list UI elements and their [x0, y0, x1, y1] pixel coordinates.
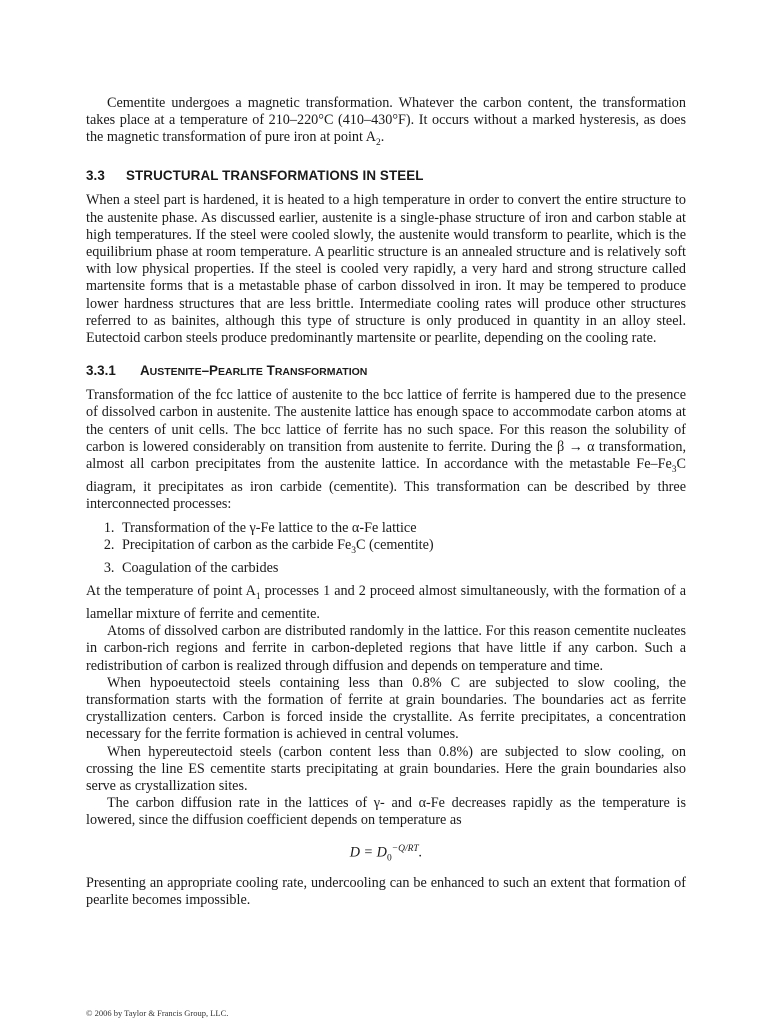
subsection-number: 3.3.1: [86, 363, 116, 379]
section-number: 3.3: [86, 168, 105, 184]
list-item: 1. Transformation of the γ-Fe lattice to the α-Fe lattice: [118, 520, 686, 537]
section-heading: [86, 168, 686, 183]
list-item: 3. Coagulation of the carbides: [118, 560, 686, 577]
intro-paragraph: Cementite undergoes a magnetic transformation. Whatever the carbon content, the transformation takes place at a temperature of 210–220°C (410–430°F). It occurs without a marked hysteresis, as does the magnetic transformation of pure iron at point $A_2$.: [86, 95, 686, 149]
diffusion-equation: $D = D_0^{-Q/RT}$.: [349, 843, 423, 864]
section-paragraph: When a steel part is hardened, it is heated to a high temperature in order to convert the entire structure to the austenite phase. As discussed earlier, austenite is a single-phase structure of iron and carbon stable at high temperatures. If the steel were cooled slowly, the austenite would transform to pearlite, which is the equilibrium phase at room temperature. A pearlitic structure is an annealed structure and is relatively soft with low physical properties. If the steel is cooled very rapidly, a very hard and strong structure called martensite forms that is a metastable phase of carbon dissolved in iron. It may be tempered to produce lower hardness structures that are less brittle. Intermediate cooling rates will produce other structures referred to as bainites, although this type of structure is only produced in quantity in an alloy steel. Eutectoid carbon steels produce predominantly martensite or pearlite, depending on the cooling rate.: [86, 192, 686, 347]
subsection-paragraph-1: Transformation of the fcc lattice of austenite to the bcc lattice of ferrite is hampered due to the presence of dissolved carbon in austenite. The austenite lattice has enough space to accommodate carbon atoms at the centers of unit cells. The bcc lattice of ferrite has no such space. For this reason the solubility of carbon is lowered considerably on transition from austenite to ferrite. During the β → α transformation, almost all carbon precipitates from the austenite lattice. In accordance with the metastable $Fe-Fe_3C$ diagram, it precipitates as iron carbide (cementite). This transformation can be described by three interconnected processes:: [86, 387, 686, 513]
subsection-title: AUSTENITE–PEARLITE TRANSFORMATION: [140, 363, 368, 379]
list-item: 2. Precipitation of carbon as the carbide $Fe_3C$ (cementite): [118, 537, 686, 560]
section-title: STRUCTURAL TRANSFORMATIONS IN STEEL: [126, 168, 424, 184]
subsection-paragraph-7: Presenting an appropriate cooling rate, undercooling can be enhanced to such an extent that formation of pearlite becomes impossible.: [86, 875, 686, 909]
subsection-paragraph-5: When hypereutectoid steels (carbon content less than 0.8%) are subjected to slow cooling, on crossing the line ES cementite starts precipitating at grain boundaries. Here the grain boundaries also serve as crystallization sites.: [86, 743, 686, 795]
process-list: [86, 520, 686, 577]
subsection-paragraph-6: The carbon diffusion rate in the lattices of γ- and α-Fe decreases rapidly as the temperature is lowered, since the diffusion coefficient depends on temperature as: [86, 795, 686, 829]
subsection-paragraph-3: Atoms of dissolved carbon are distributed randomly in the lattice. For this reason cementite nucleates in carbon-rich regions and ferrite in carbon-depleted regions that have little if any carbon. Such a redistribution of carbon is realized through diffusion and depends on temperature and time.: [86, 623, 686, 674]
page-body: [86, 95, 686, 910]
copyright-footer: © 2006 by Taylor & Francis Group, LLC.: [86, 1008, 229, 1018]
subsection-heading: [86, 363, 686, 378]
subsection-paragraph-2: At the temperature of point $A_1$ processes 1 and 2 proceed almost simultaneously, with the formation of a lamellar mixture of ferrite and cementite.: [86, 582, 686, 622]
subsection-paragraph-4: When hypoeutectoid steels containing less than 0.8% C are subjected to slow cooling, the transformation starts with the formation of ferrite at grain boundaries. The boundaries act as ferrite crystallization centers. Carbon is forced inside the crystallite. As ferrite precipitates, a concentration necessary for the ferrite formation is achieved in central volumes.: [86, 674, 686, 743]
